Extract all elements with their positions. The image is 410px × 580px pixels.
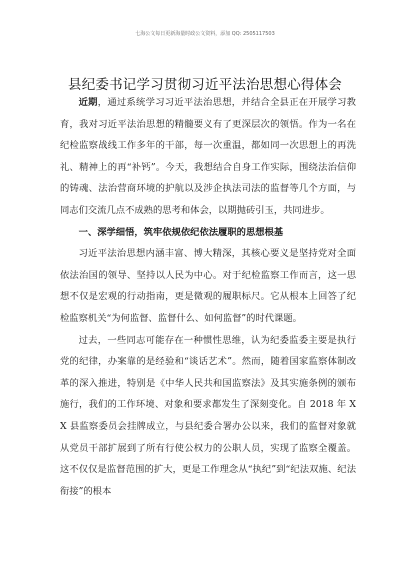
section-heading: 一、深学细悟，筑牢依规依纪依法履职的思想根基: [78, 226, 284, 238]
section-paragraph-2: 过去，一些同志可能存在一种惯性思维，认为纪委监委主要是执行党的纪律，办案靠的是经验和“谈话艺术”。然而，随着国家监察体制改革的深入推进，特别是《中华人民共和国监察法》及其实施条例的颁布施行，我们的工作环境、对象和要求都发生了深刻变化。自 2018 年 XX 县监察委员会挂牌成立，与县纪委合署办公以来，我们的监督对象就从党员干部扩展到了所有行使公权力的公职人员，实现了监察全覆盖。这不仅仅是监督范围的扩大，更是工作理念从“执纪”到“纪法双施、纪法衔接”的根本: [60, 334, 356, 497]
section-paragraph-1: 习近平法治思想内涵丰富、博大精深，其核心要义是坚持党对全面依法治国的领导、坚持以人民为中心。对于纪检监察工作而言，这一思想不仅是宏观的行动指南，更是微观的履职标尺。它从根本上回答了纪检监察机关“为何监督、监督什么、如何监督”的时代课题。: [60, 248, 356, 324]
intro-lead: 近期: [78, 97, 98, 108]
intro-paragraph: [60, 92, 356, 222]
intro-text: ，通过系统学习习近平法治思想，并结合全县正在开展学习教育，我对习近平法治思想的精髓要义有了更深层次的领悟。作为一名在纪检监察战线工作多年的干部，每一次重温，都如同一次思想上的再洗礼、精神上的再“补钙”。今天，我想结合自身工作实际，围绕法治信仰的铸魂、法治营商环境的护航以及涉企执法司法的监督等几个方面，与同志们交流几点不成熟的思考和体会，以期抛砖引玉，共同进步。: [60, 97, 356, 216]
header-watermark-note: 七海公文每日更新海量时政公文资料，添加 QQ: 2505117503: [135, 31, 275, 37]
document-body: [60, 92, 356, 502]
document-title: 县纪委书记学习贯彻习近平法治思想心得体会: [68, 77, 342, 93]
